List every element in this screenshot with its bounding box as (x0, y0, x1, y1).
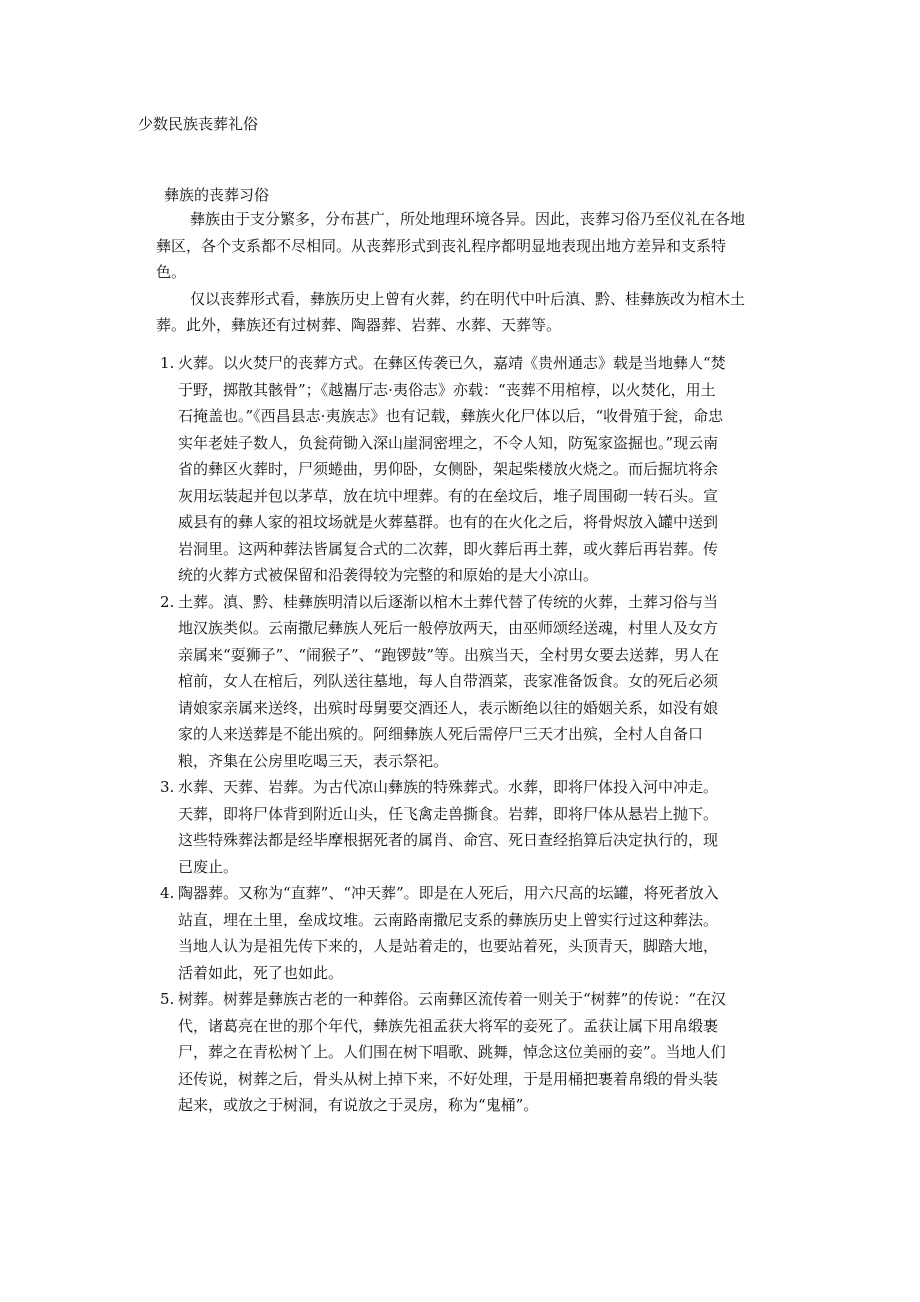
list-item-text: 树葬。树葬是彝族古老的一种葬俗。云南彝区流传着一则关于“树葬”的传说：“在汉代，诸葛亮在世的那个年代，彝族先祖孟获大将军的妾死了。孟获让属下用帛缎裹尸，葬之在青松树丫上。人们围在树下唱歌、跳舞，悼念这位美丽的妾”。当地人们还传说，树葬之后，骨头从树上掉下来，不好处理，于是用桶把裹着帛缎的骨头装起来，或放之于树洞，有说放之于灵房，称为“鬼桶”。 (178, 990, 727, 1114)
list-item-number: 4. (160, 884, 175, 902)
list-item (160, 986, 730, 1119)
list-item-number: 1. (160, 354, 175, 372)
list-item-number: 3. (160, 778, 175, 796)
intro-paragraphs (156, 206, 746, 339)
list-item-text: 火葬。以火焚尸的丧葬方式。在彝区传袭已久，嘉靖《贵州通志》载是当地彝人“焚于野，掷散其骸骨”；《越巂厅志·夷俗志》亦载：“丧葬不用棺椁，以火焚化，用土石掩盖也。”《西昌县志·夷族志》也有记载，彝族火化尸体以后，“收骨殖于瓮，命忠实年老娃子数人，负瓮荷锄入深山崖洞密埋之，不令人知，防冤家盗掘也。”现云南省的彝区火葬时，尸须蜷曲，男仰卧，女侧卧，架起柴楼放火烧之。而后掘坑将余灰用坛装起并包以茅草，放在坑中埋葬。有的在垒坟后，堆子周围砌一转石头。宣威县有的彝人家的祖坟场就是火葬墓群。也有的在火化之后，将骨烬放入罐中送到岩洞里。这两种葬法皆属复合式的二次葬，即火葬后再土葬，或火葬后再岩葬。传统的火葬方式被保留和沿袭得较为完整的和原始的是大小凉山。 (178, 354, 726, 584)
intro-paragraph: 仅以丧葬形式看，彝族历史上曾有火葬，约在明代中叶后滇、黔、桂彝族改为棺木土葬。此外，彝族还有过树葬、陶器葬、岩葬、水葬、天葬等。 (156, 289, 746, 334)
list-item (160, 589, 730, 775)
list-item-number: 5. (160, 990, 175, 1008)
section-heading: 彝族的丧葬习俗 (164, 186, 270, 204)
list-item (160, 880, 730, 986)
list-item-text: 陶器葬。又称为“直葬”、“冲天葬”。即是在人死后，用六尺高的坛罐，将死者放入站直，埋在土里，垒成坟堆。云南路南撒尼支系的彝族历史上曾实行过这种葬法。当地人认为是祖先传下来的，人是站着走的，也要站着死，头顶青天，脚踏大地，活着如此，死了也如此。 (178, 884, 719, 982)
list-item-text: 水葬、天葬、岩葬。为古代凉山彝族的特殊葬式。水葬，即将尸体投入河中冲走。天葬，即将尸体背到附近山头，任飞禽走兽撕食。岩葬，即将尸体从悬岩上抛下。这些特殊葬法都是经毕摩根据死者的属肖、命宫、死日查经掐算后决定执行的，现已废止。 (178, 778, 719, 876)
list-item-number: 2. (160, 592, 175, 611)
list-item (160, 350, 730, 589)
intro-paragraph: 彝族由于支分繁多，分布甚广，所处地理环境各异。因此，丧葬习俗乃至仪礼在各地彝区，各个支系都不尽相同。从丧葬形式到丧礼程序都明显地表现出地方差异和支系特色。 (156, 210, 746, 281)
document-title: 少数民族丧葬礼俗 (138, 115, 259, 133)
burial-types-list (160, 350, 730, 1119)
list-item-text: 土葬。滇、黔、桂彝族明清以后逐渐以棺木土葬代替了传统的火葬，土葬习俗与当地汉族类似。云南撒尼彝族人死后一般停放两天，由巫师颂经送魂，村里人及女方亲属来“耍狮子”、“闹猴子”、“跑锣鼓”等。出殡当天，全村男女要去送葬，男人在棺前，女人在棺后，列队送往墓地，每人自带酒菜，丧家准备饭食。女的死后必须请娘家亲属来送终，出殡时母舅要交酒还人，表示断绝以往的婚姻关系，如没有娘家的人来送葬是不能出殡的。阿细彝族人死后需停尸三天才出殡，全村人自备口粮，齐集在公房里吃喝三天，表示祭祀。 (178, 592, 720, 770)
list-item (160, 774, 730, 880)
